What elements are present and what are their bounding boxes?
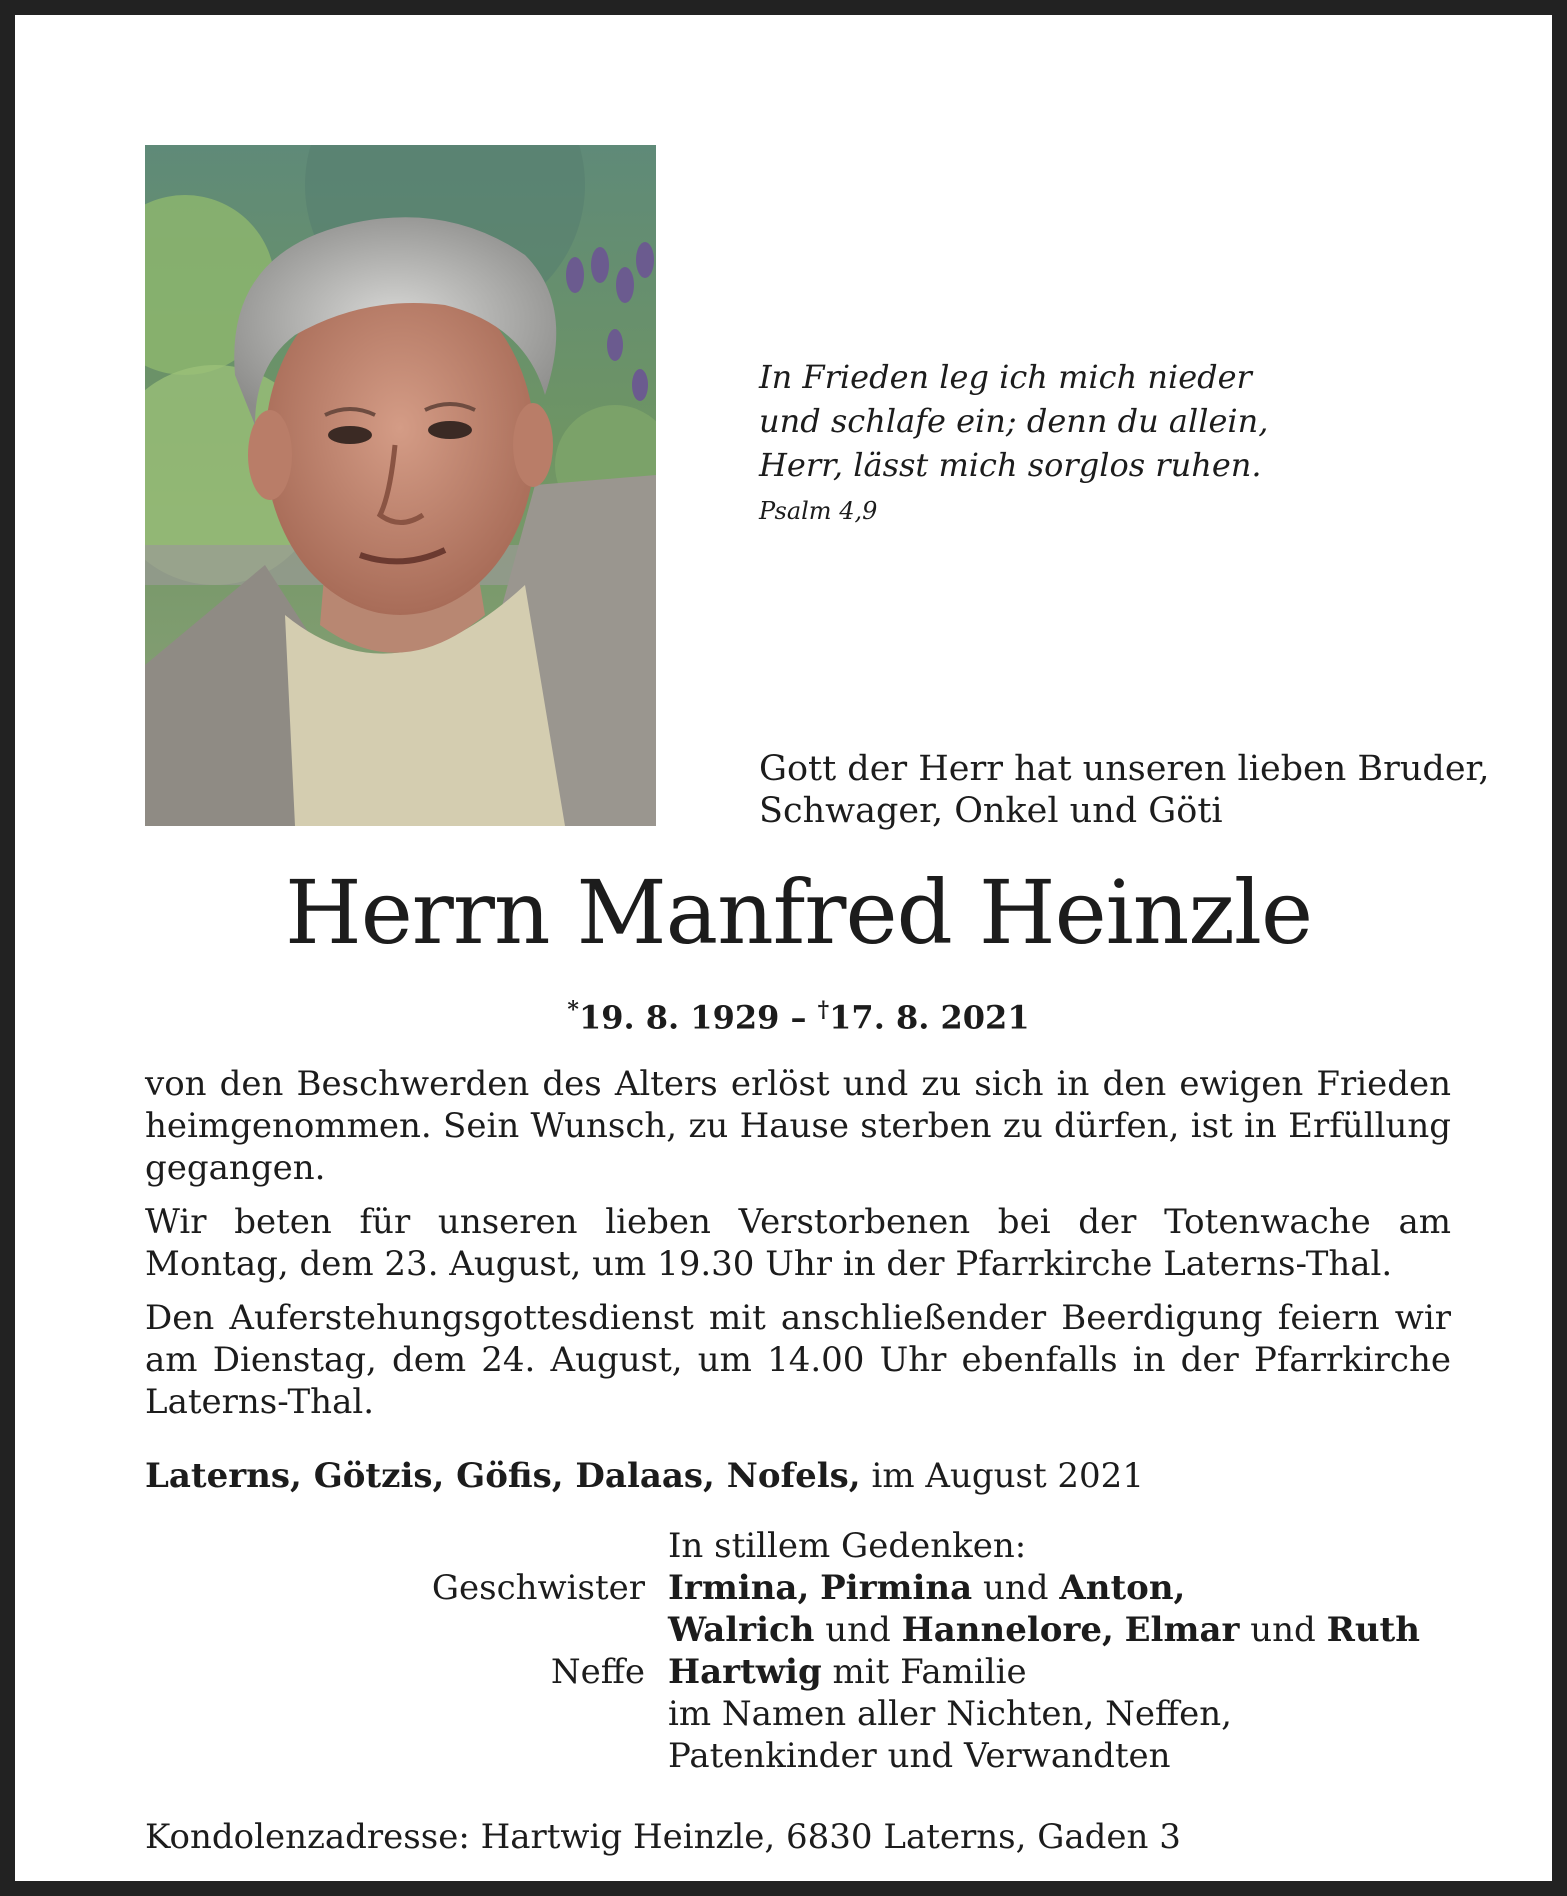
sibling-name: Hannelore, [901, 1610, 1114, 1650]
siblings-line-2 [668, 1609, 1528, 1651]
date-separator: – [790, 998, 807, 1037]
birth-date: 19. 8. 1929 [578, 998, 780, 1037]
intro-line: Gott der Herr hat unseren lieben Bruder, [759, 749, 1490, 789]
sibling-name: Anton, [1059, 1568, 1186, 1608]
nephew-label: Neffe [550, 1652, 645, 1692]
portrait-image [145, 145, 656, 826]
nephew-name: Hartwig [668, 1652, 822, 1692]
quote-line: und schlafe ein; denn du allein, [759, 402, 1269, 440]
deceased-name: Herrn Manfred Heinzle [284, 861, 1313, 964]
closing-line: Patenkinder und Verwandten [668, 1736, 1171, 1776]
place-towns: Laterns, Götzis, Göfis, Dalaas, Nofels, [145, 1456, 861, 1496]
birth-symbol: * [567, 997, 579, 1023]
connector: und [825, 1610, 891, 1650]
nephew-suffix: mit Familie [832, 1652, 1027, 1692]
intro-line: Schwager, Onkel und Göti [759, 791, 1223, 831]
siblings-label: Geschwister [431, 1568, 645, 1608]
obituary-body [145, 1063, 1451, 1435]
psalm-quote [759, 355, 1479, 487]
closing-line: im Namen aller Nichten, Neffen, [668, 1694, 1232, 1734]
sibling-name: Walrich [668, 1610, 815, 1650]
place-date: im August 2021 [871, 1456, 1144, 1496]
life-dates [145, 988, 1452, 1040]
connector: und [1250, 1610, 1316, 1650]
body-paragraph: Wir beten für unseren lieben Verstorbenen bei der Totenwache am Montag, dem 23. August, um 19.30 Uhr in der Pfarrkirche Laterns-Thal. [145, 1202, 1451, 1284]
connector: und [982, 1568, 1049, 1608]
siblings-line-1 [668, 1567, 1528, 1609]
condolence-address: Kondolenzadresse: Hartwig Heinzle, 6830 Laterns, Gaden 3 [145, 1817, 1181, 1857]
place-date-line [145, 1455, 1451, 1497]
psalm-reference: Psalm 4,9 [759, 497, 878, 525]
intro-text [759, 748, 1519, 832]
sibling-name: Elmar [1124, 1610, 1240, 1650]
body-paragraph: von den Beschwerden des Alters erlöst und zu sich in den ewigen Frieden heimgenommen. Sein Wunsch, zu Hause sterben zu dürfen, ist in Erfüllung gegangen. [145, 1064, 1451, 1188]
body-paragraph: Den Auferstehungsgottesdienst mit anschließender Beerdigung feiern wir am Dienstag, dem 24. August, um 14.00 Uhr ebenfalls in der Pfarrkirche Laterns-Thal. [145, 1298, 1451, 1422]
mourners-heading: In stillem Gedenken: [668, 1526, 1027, 1566]
sibling-name: Pirmina [820, 1568, 973, 1608]
death-symbol: † [817, 997, 830, 1023]
sibling-name: Ruth [1326, 1610, 1420, 1650]
quote-line: In Frieden leg ich mich nieder [759, 358, 1252, 396]
portrait-photo [145, 145, 656, 826]
sibling-name: Irmina, [668, 1568, 810, 1608]
quote-line: Herr, lässt mich sorglos ruhen. [759, 446, 1262, 484]
nephew-line [668, 1651, 1528, 1693]
death-date: 17. 8. 2021 [829, 998, 1030, 1037]
